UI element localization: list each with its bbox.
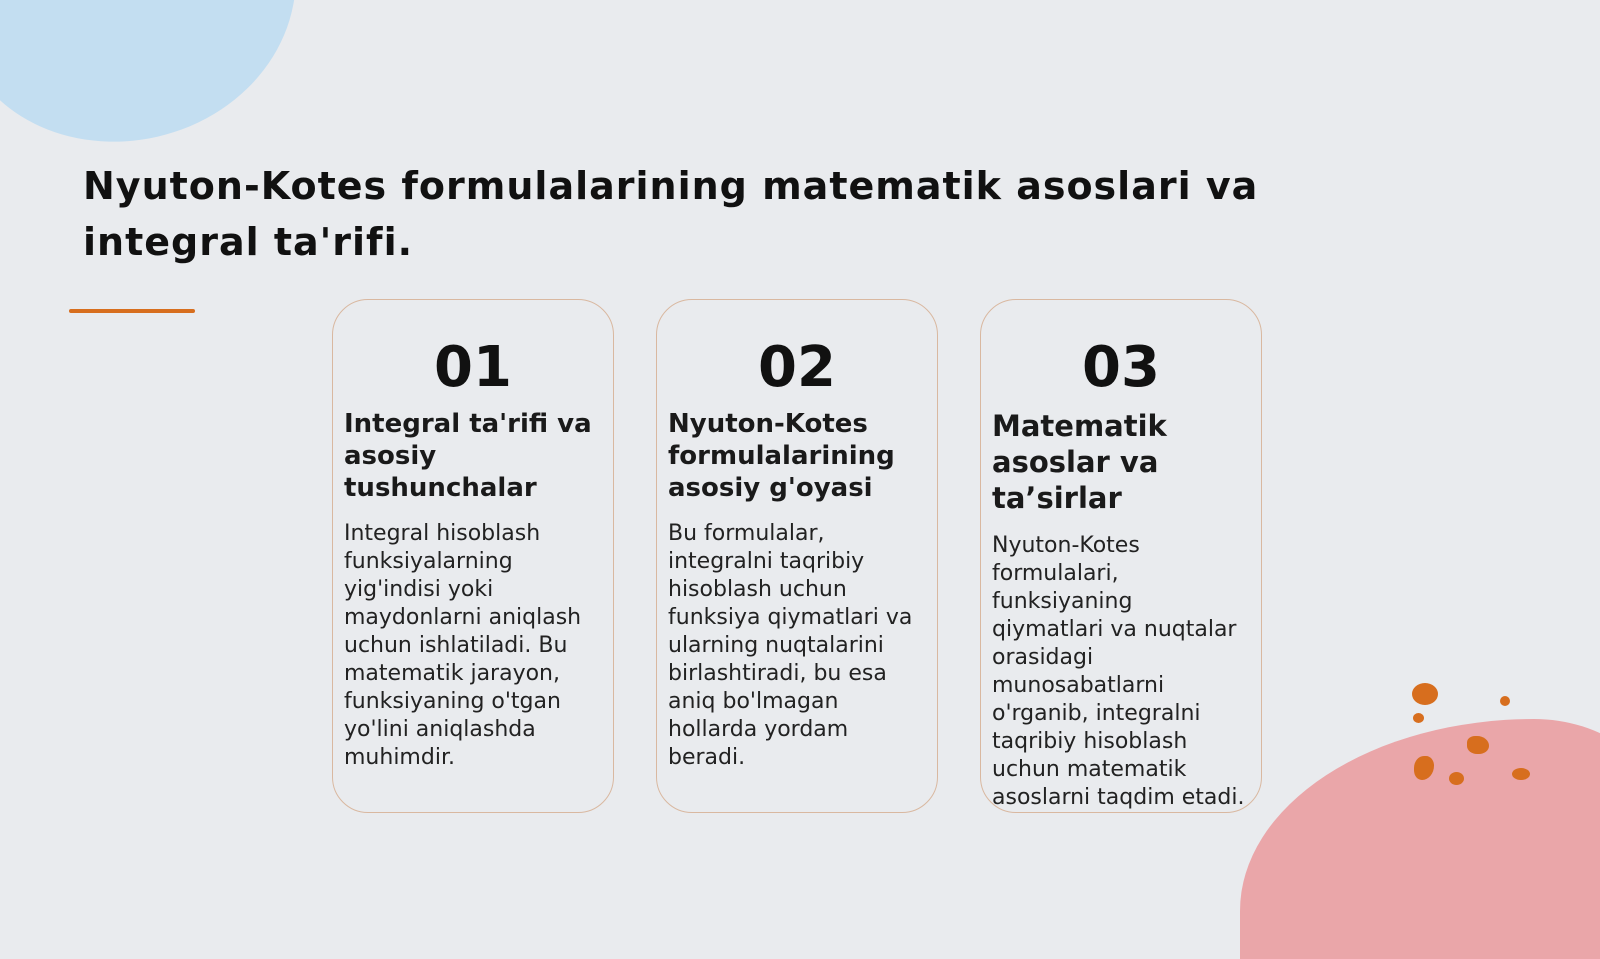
decorative-blue-blob <box>0 0 316 162</box>
decorative-dot <box>1467 736 1489 754</box>
card-number: 03 <box>1082 335 1160 400</box>
decorative-dot <box>1413 713 1424 723</box>
slide-title: Nyuton-Kotes formulalarining matematik asoslari va integral ta'rifi. <box>83 164 1259 264</box>
decorative-dot <box>1412 683 1438 705</box>
title-accent-line <box>69 309 195 313</box>
card-heading: Matematik asoslar va ta’sirlar <box>992 409 1167 515</box>
card-1 <box>332 299 614 813</box>
card-number: 02 <box>758 335 836 400</box>
card-2 <box>656 299 938 813</box>
card-body: Bu formulalar, integralni taqribiy hisoblash uchun funksiya qiymatlari va ularning nuqtalarini birlashtiradi, bu esa aniq bo'lmagan hollarda yordam beradi. <box>668 521 913 770</box>
decorative-dot <box>1449 772 1464 785</box>
decorative-dot <box>1512 768 1530 780</box>
card-number: 01 <box>434 335 512 400</box>
card-body: Integral hisoblash funksiyalarning yig'indisi yoki maydonlarni aniqlash uchun ishlatiladi. Bu matematik jarayon, funksiyaning o'tgan yo'lini aniqlashda muhimdir. <box>344 521 582 770</box>
card-heading: Integral ta'rifi va asosiy tushunchalar <box>344 409 592 503</box>
decorative-pink-blob <box>1240 719 1600 959</box>
decorative-dot <box>1500 696 1510 706</box>
card-heading: Nyuton-Kotes formulalarining asosiy g'oyasi <box>668 409 895 503</box>
card-body: Nyuton-Kotes formulalari, funksiyaning qiymatlari va nuqtalar orasidagi munosabatlarni o'rganib, integralni taqribiy hisoblash uchun matematik asoslarni taqdim etadi. <box>992 533 1245 810</box>
card-3 <box>980 299 1262 813</box>
